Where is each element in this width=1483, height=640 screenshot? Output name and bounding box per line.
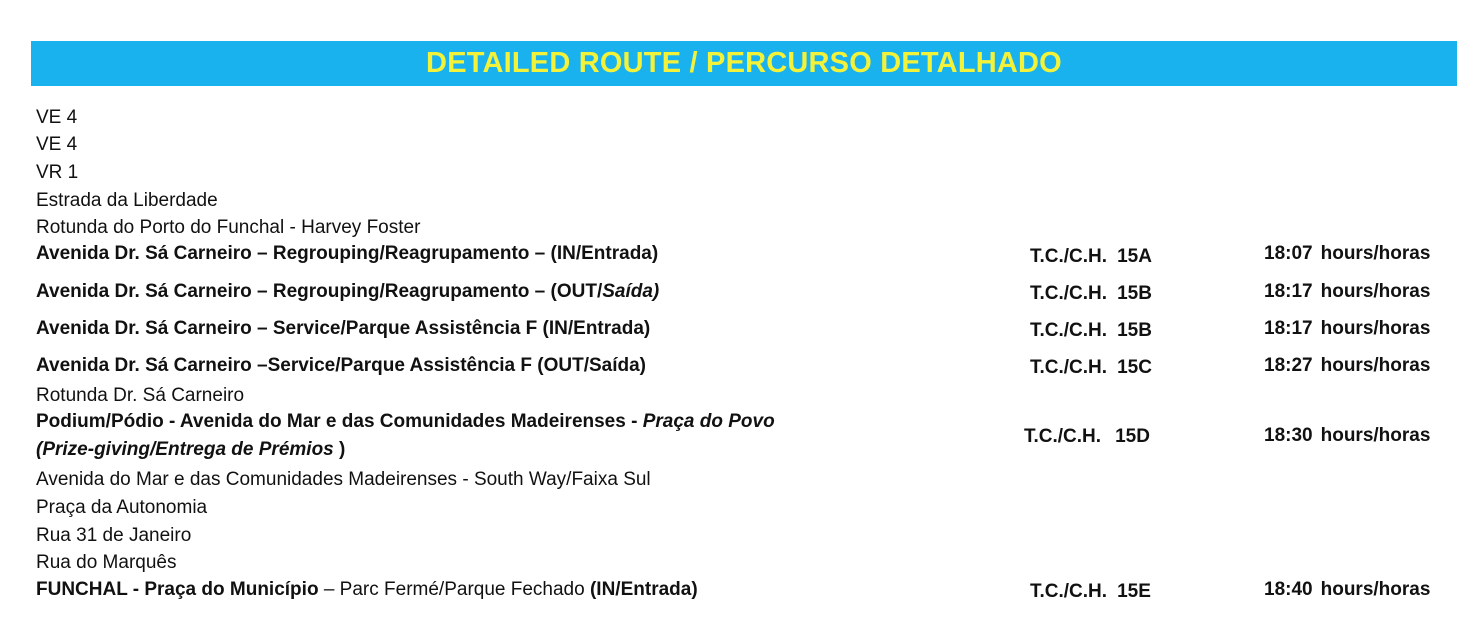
time-control: [1030, 578, 1151, 606]
final-location: FUNCHAL - Praça do Município: [36, 579, 319, 600]
tc-label: T.C./C.H.: [1030, 581, 1108, 602]
time-value: 18:07: [1264, 243, 1313, 264]
title-banner: [31, 41, 1457, 86]
time-control: [1030, 243, 1152, 271]
final-description: – Parc Fermé/Parque Fechado: [318, 579, 590, 600]
control-location-text: Avenida Dr. Sá Carneiro – Regrouping/Reagrupamento – (OUT/: [36, 281, 603, 302]
route-row: [0, 382, 1483, 410]
control-time: [1264, 240, 1430, 268]
time-control: [1030, 280, 1152, 308]
control-time: [1264, 352, 1430, 380]
time-unit: hours/horas: [1320, 579, 1431, 600]
control-time: [1264, 315, 1430, 343]
route-text: VR 1: [36, 162, 79, 183]
control-row: [0, 278, 1483, 306]
control-location: [36, 278, 659, 306]
route-text: VE 4: [36, 134, 78, 155]
route-row: [0, 159, 1483, 187]
route-row: [0, 466, 1483, 494]
control-location: Avenida Dr. Sá Carneiro – Regrouping/Reagrupamento – (IN/Entrada): [36, 243, 659, 264]
route-row: [0, 104, 1483, 132]
control-location: [36, 576, 698, 604]
time-value: 18:27: [1264, 355, 1313, 376]
route-row: [0, 131, 1483, 159]
time-unit: hours/horas: [1320, 243, 1431, 264]
control-row: [0, 352, 1483, 380]
time-unit: hours/horas: [1320, 281, 1431, 302]
time-value: 18:30: [1264, 425, 1313, 446]
control-time: [1264, 278, 1430, 306]
route-text: Praça da Autonomia: [36, 497, 208, 518]
tc-label: T.C./C.H.: [1030, 357, 1108, 378]
time-value: 18:40: [1264, 579, 1313, 600]
time-control: [1024, 423, 1150, 451]
control-row: [0, 240, 1483, 268]
route-text: Rotunda Dr. Sá Carneiro: [36, 385, 245, 406]
route-row: [0, 214, 1483, 242]
tc-code: 15B: [1117, 283, 1152, 304]
route-row: [0, 187, 1483, 215]
tc-code: 15A: [1117, 246, 1152, 267]
control-time: [1264, 422, 1430, 450]
route-text: Rotunda do Porto do Funchal - Harvey Foster: [36, 217, 421, 238]
podium-venue: Praça do Povo: [642, 411, 775, 432]
route-text: Estrada da Liberdade: [36, 190, 218, 211]
time-unit: hours/horas: [1320, 425, 1431, 446]
control-location-italic: Saída): [602, 281, 660, 302]
control-location: Avenida Dr. Sá Carneiro –Service/Parque Assistência F (OUT/Saída): [36, 355, 646, 376]
control-row: [0, 315, 1483, 343]
tc-label: T.C./C.H.: [1024, 426, 1102, 447]
route-text: Rua do Marquês: [36, 552, 177, 573]
final-direction: (IN/Entrada): [589, 579, 698, 600]
tc-code: 15E: [1117, 581, 1151, 602]
time-value: 18:17: [1264, 281, 1313, 302]
tc-label: T.C./C.H.: [1030, 320, 1108, 341]
route-text: VE 4: [36, 107, 78, 128]
time-control: [1030, 317, 1152, 345]
page-title: DETAILED ROUTE / PERCURSO DETALHADO: [426, 47, 1062, 79]
route-text: Avenida do Mar e das Comunidades Madeirenses - South Way/Faixa Sul: [36, 469, 651, 490]
podium-prize-giving: (Prize-giving/Entrega de Prémios: [36, 439, 334, 460]
control-time: [1264, 576, 1430, 604]
route-row: [0, 522, 1483, 550]
tc-code: 15D: [1115, 426, 1150, 447]
tc-label: T.C./C.H.: [1030, 246, 1108, 267]
time-unit: hours/horas: [1320, 318, 1431, 339]
tc-label: T.C./C.H.: [1030, 283, 1108, 304]
control-row: [0, 576, 1483, 604]
tc-code: 15C: [1117, 357, 1152, 378]
route-text: Rua 31 de Janeiro: [36, 525, 192, 546]
time-value: 18:17: [1264, 318, 1313, 339]
podium-close: ): [333, 439, 346, 460]
podium-location: Podium/Pódio - Avenida do Mar e das Comunidades Madeirenses -: [36, 411, 643, 432]
time-control: [1030, 354, 1152, 382]
podium-timing: [0, 422, 1483, 450]
time-unit: hours/horas: [1320, 355, 1431, 376]
route-row: [0, 494, 1483, 522]
tc-code: 15B: [1117, 320, 1152, 341]
route-row: [0, 549, 1483, 577]
control-location: Avenida Dr. Sá Carneiro – Service/Parque Assistência F (IN/Entrada): [36, 318, 651, 339]
